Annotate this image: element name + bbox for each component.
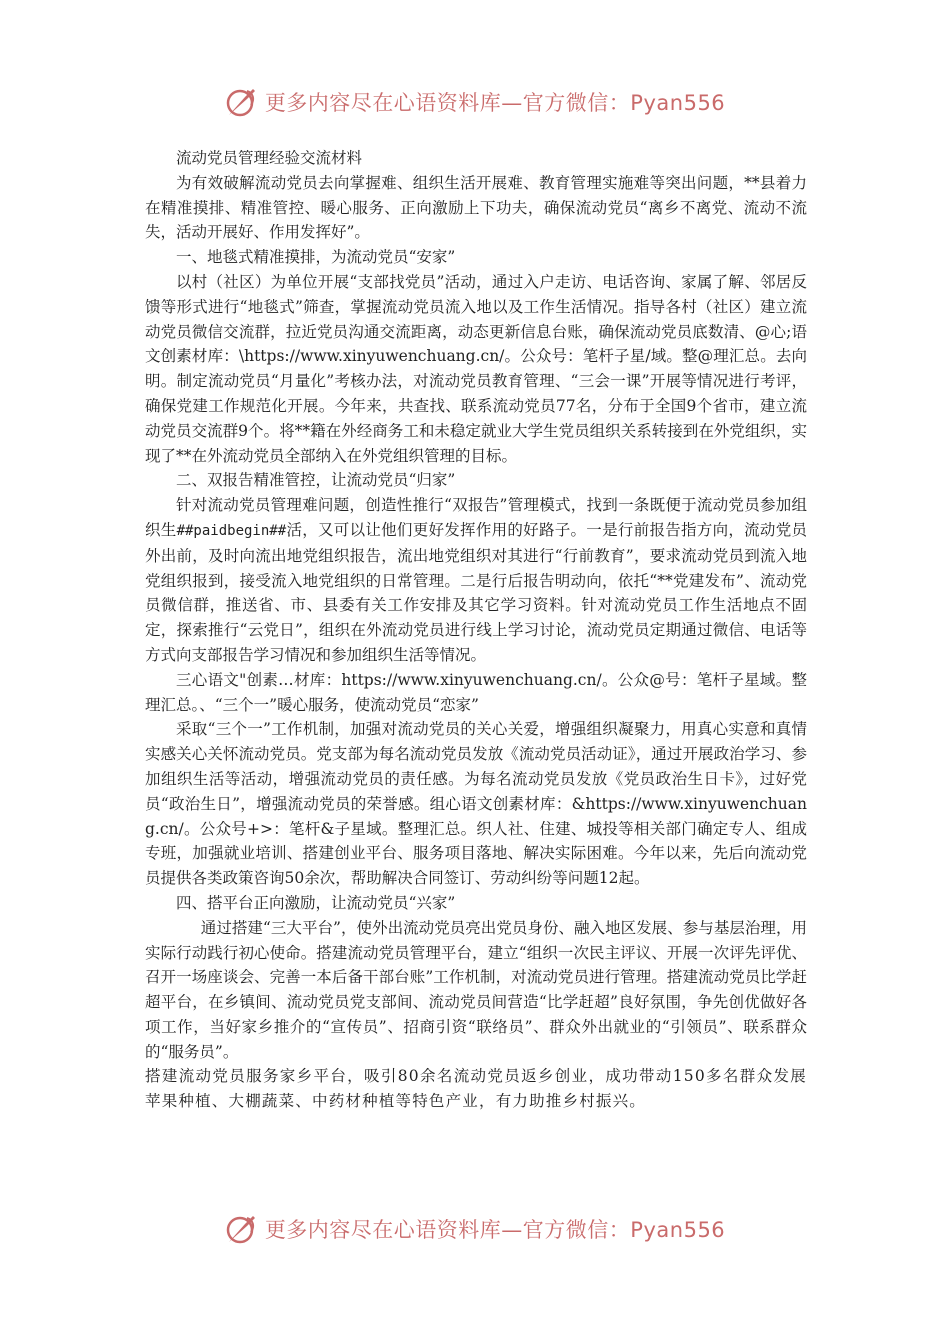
section-2-paragraph [145, 493, 807, 668]
section-heading-2: 二、双报告精准管控，让流动党员“归家” [176, 471, 456, 490]
section-3-paragraph: 采取“三个一”工作机制，加强对流动党员的关心关爱，增强组织凝聚力，用真心实意和真情实感关心关怀流动党员。党支部为每名流动党员发放《流动党员活动证》，通过开展政治学习、参加组织生活等活动，增强流动党员的责任感。为每名流动党员发放《党员政治生日卡》，过好党员“政治生日”，增强流动党员的荣誉感。组心语文创素材库：&https://www.xinyuwenchuang.cn/。公众号+>：笔杆&子星域。整理汇总。织人社、住建、城投等相关部门确定专人、组成专班，加强就业培训、搭建创业平台、服务项目落地、解决实际困难。今年以来，先后向流动党员提供各类政策咨询50余次，帮助解决合同签订、劳动纠纷等问题12起。 [145, 720, 807, 888]
intro-paragraph: 为有效破解流动党员去向掌握难、组织生活开展难、教育管理实施难等突出问题，**县着力在精准摸排、精准管控、暖心服务、正向激励上下功夫，确保流动党员“离乡不离党、流动不流失，活动开展好、作用发挥好”。 [145, 173, 807, 242]
section-heading-4: 四、搭平台正向激励，让流动党员“兴家” [176, 893, 456, 912]
section-2-text-a: 针对流动党员管理难问题，创造性推行“双报告”管理模式，找到一条既便于流动党员参加组织生 [145, 496, 807, 539]
header-watermark-banner [0, 82, 950, 122]
section-4-closing: 搭建流动党员服务家乡平台，吸引80余名流动党员返乡创业，成功带动150多名群众发展苹果种植、大棚蔬菜、中药材种植等特色产业，有力助推乡村振兴。 [145, 1067, 807, 1111]
quill-logo-icon [225, 85, 259, 119]
document-title: 流动党员管理经验交流材料 [176, 149, 363, 167]
watermark-text: 更多内容尽在心语资料库—官方微信：Pyan556 [264, 91, 726, 115]
section-2-text-b: 活，又可以让他们更好发挥作用的好路子。一是行前报告指方向，流动党员外出前，及时向流出地党组织报告，流出地党组织对其进行“行前教育”，要求流动党员到流入地党组织报到，接受流入地党组织的日常管理。二是行后报告明动向，依托“**党建发布”、流动党员微信群，推送省、市、县委有关工作安排及其它学习资料。针对流动党员工作生活地点不固定，探索推行“云党日”，组织在外流动党员进行线上学习讨论，流动党员定期通过微信、电话等方式向支部报告学习情况和参加组织生活等情况。 [145, 520, 807, 664]
footer-watermark-banner [0, 1209, 950, 1249]
watermark-text: 更多内容尽在心语资料库—官方微信：Pyan556 [264, 1218, 726, 1242]
quill-logo-icon [225, 1212, 259, 1246]
section-4-paragraph: 通过搭建“三大平台”，使外出流动党员亮出党员身份、融入地区发展、参与基层治理，用实际行动践行初心使命。搭建流动党员管理平台，建立“组织一次民主评议、开展一次评先评优、召开一场座谈会、完善一本后备干部台账”工作机制，对流动党员进行管理。搭建流动党员比学赶超平台，在乡镇间、流动党员党支部间、流动党员间营造“比学赶超”良好氛围，争先创优做好各项工作，当好家乡推介的“宣传员”、招商引资“联络员”、群众外出就业的“引领员”、联系群众的“服务员”。 [145, 918, 807, 1061]
paid-marker: ##paidbegin## [176, 522, 287, 539]
document-body [145, 146, 807, 1114]
section-heading-1: 一、地毯式精准摸排，为流动党员“安家” [176, 248, 456, 267]
section-1-paragraph: 以村（社区）为单位开展“支部找党员”活动，通过入户走访、电话咨询、家属了解、邻居反馈等形式进行“地毯式”筛查，掌握流动党员流入地以及工作生活情况。指导各村（社区）建立流动党员微信交流群，拉近党员沟通交流距离，动态更新信息台账，确保流动党员底数清、@心;语文创素材库：\https://www.xinyuwenchuang.cn/。公众号：笔杆子星/域。整@理汇总。去向明。制定流动党员“月量化”考核办法，对流动党员教育管理、“三会一课”开展等情况进行考评，确保党建工作规范化开展。今年来，共查找、联系流动党员77名，分布于全国9个省市，建立流动党员交流群9个。将**籍在外经商务工和未稳定就业大学生党员组织关系转接到在外党组织，实现了**在外流动党员全部纳入在外党组织管理的目标。 [145, 272, 807, 465]
section-heading-3: 三心语文"创素…材库：https://www.xinyuwenchuang.cn/。公众@号：笔杆子星域。整理汇总。、“三个一”暖心服务，使流动党员“恋家” [145, 670, 807, 714]
